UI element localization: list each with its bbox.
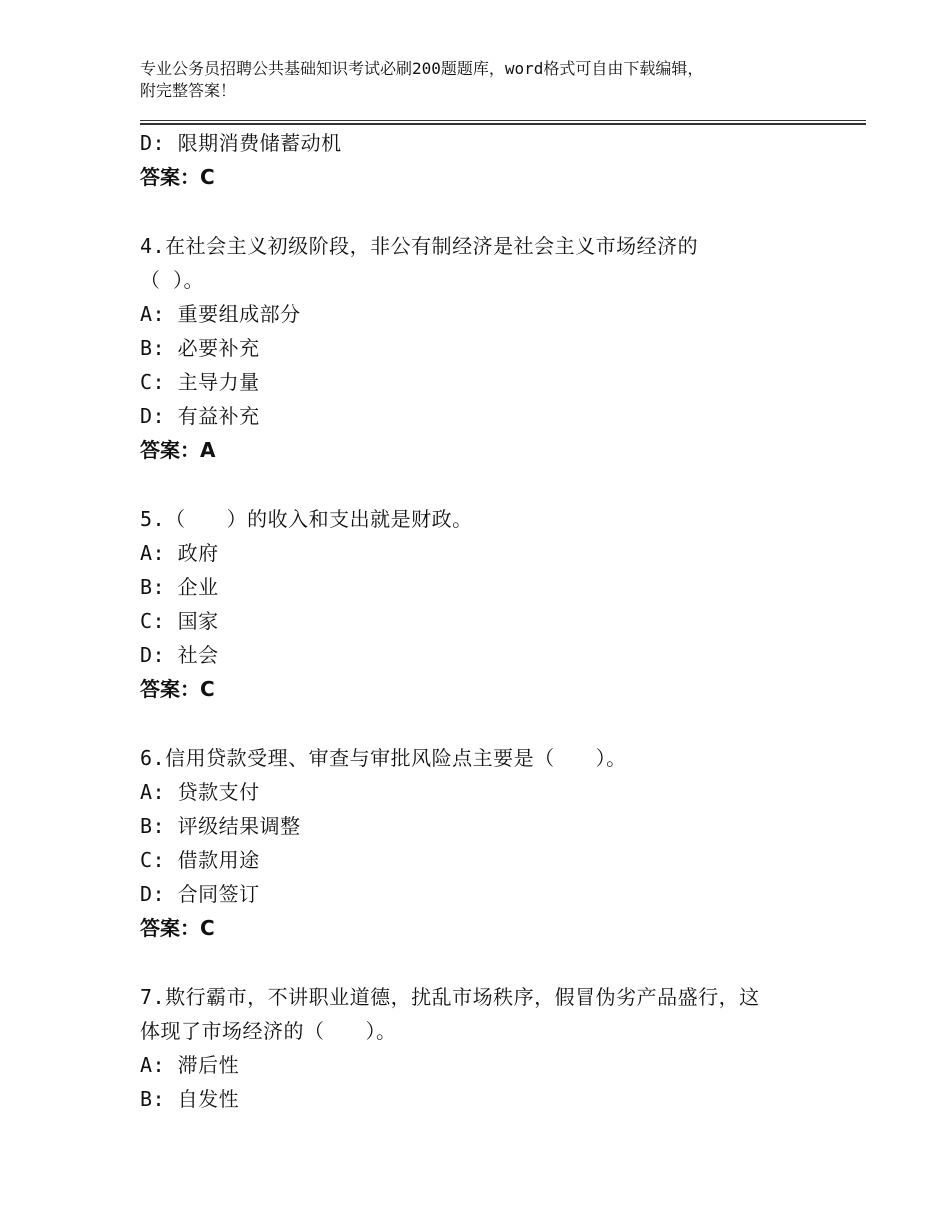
q5-option-a: A: 政府 — [140, 541, 219, 565]
answer-value: A — [200, 438, 216, 462]
answer-label: 答案： — [140, 165, 200, 189]
q4-option-b: B: 必要补充 — [140, 336, 260, 360]
q3-answer — [140, 162, 215, 192]
answer-label: 答案： — [140, 677, 200, 701]
q5-answer — [140, 674, 215, 704]
q4-answer — [140, 435, 215, 465]
q7-stem-line-2: 体现了市场经济的（ ）。 — [140, 1019, 397, 1043]
q6-option-b: B: 评级结果调整 — [140, 814, 301, 838]
answer-label: 答案： — [140, 438, 200, 462]
answer-value: C — [200, 916, 215, 940]
q6-stem-line-1: 6.信用贷款受理、审查与审批风险点主要是（ ）。 — [140, 746, 627, 770]
q7-stem-line-1: 7.欺行霸市，不讲职业道德，扰乱市场秩序，假冒伪劣产品盛行，这 — [140, 985, 760, 1009]
q4-option-c: C: 主导力量 — [140, 370, 260, 394]
header-divider-thin — [140, 120, 866, 121]
q4-stem-line-1: 4.在社会主义初级阶段，非公有制经济是社会主义市场经济的 — [140, 234, 699, 258]
q6-answer — [140, 913, 215, 943]
q5-stem-line-1: 5.（ ）的收入和支出就是财政。 — [140, 507, 473, 531]
header-divider-thick — [140, 123, 866, 125]
q4-stem-line-2: （ ）。 — [140, 268, 205, 292]
q5-option-b: B: 企业 — [140, 575, 219, 599]
q4-option-d: D: 有益补充 — [140, 404, 260, 428]
q7-option-a: A: 滞后性 — [140, 1053, 240, 1077]
q6-option-c: C: 借款用途 — [140, 848, 260, 872]
q6-option-d: D: 合同签订 — [140, 882, 260, 906]
q7-option-b: B: 自发性 — [140, 1087, 240, 1111]
answer-value: C — [200, 677, 215, 701]
q6-option-a: A: 贷款支付 — [140, 780, 260, 804]
q4-option-a: A: 重要组成部分 — [140, 302, 301, 326]
q3-option-d: D: 限期消费储蓄动机 — [140, 131, 342, 155]
header-line-2: 附完整答案！ — [140, 81, 237, 100]
answer-label: 答案： — [140, 916, 200, 940]
answer-value: C — [200, 165, 215, 189]
header-line-1: 专业公务员招聘公共基础知识考试必刷200题题库，word格式可自由下载编辑， — [140, 59, 704, 78]
q5-option-c: C: 国家 — [140, 609, 219, 633]
q5-option-d: D: 社会 — [140, 643, 219, 667]
document-header — [140, 58, 840, 102]
